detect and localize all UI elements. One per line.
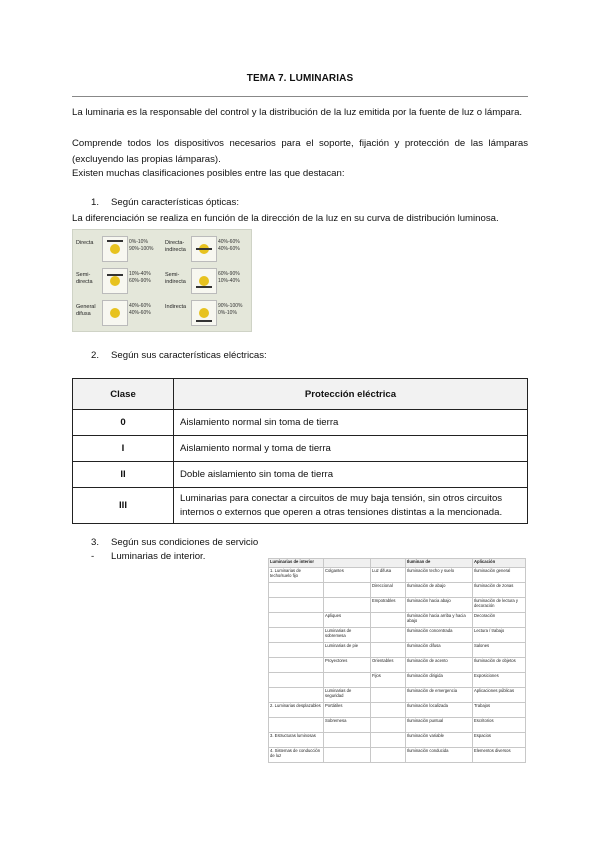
interior-cell (269, 718, 324, 733)
table-row (269, 583, 526, 598)
interior-cell: Escritorios (473, 718, 526, 733)
optic-label: Directa-indirecta (165, 240, 186, 253)
interior-cell: Iluminación techo y suelo (406, 568, 473, 583)
header-proteccion: Protección eléctrica (174, 379, 528, 410)
fixture-icon (196, 248, 212, 250)
interior-cell: Iluminación puntual (406, 718, 473, 733)
section-3-title: Según sus condiciones de servicio (111, 537, 259, 548)
class-cell: I (73, 436, 174, 462)
interior-cell: Elementos diversos (473, 748, 526, 763)
interior-cell: Luminarias de pie (324, 643, 371, 658)
interior-cell: Fijos (371, 673, 406, 688)
interior-header (324, 559, 371, 568)
lamp-icon (110, 244, 120, 254)
table-row (269, 598, 526, 613)
class-cell: II (73, 462, 174, 488)
interior-header: Iluminan de (406, 559, 473, 568)
section-1-heading (91, 197, 239, 208)
interior-cell (371, 628, 406, 643)
section-2-number: 2. (91, 350, 100, 361)
section-1-text: La diferenciación se realiza en función de la dirección de la luz en su curva de distribución luminosa. (72, 213, 499, 224)
interior-cell (371, 643, 406, 658)
optic-label: General difusa (76, 304, 96, 317)
optic-percent: 60%-90% 10%-40% (218, 271, 240, 284)
interior-cell: Direccional (371, 583, 406, 598)
fixture-icon (196, 320, 212, 322)
optic-percent: 40%-60% 40%-60% (129, 303, 151, 316)
optic-item (162, 298, 247, 328)
interior-header-row (269, 559, 526, 568)
interior-cell: Iluminación de emergencia (406, 688, 473, 703)
optic-item (73, 298, 158, 328)
protection-cell: Aislamiento normal sin toma de tierra (174, 410, 528, 436)
section-3-number: 3. (91, 537, 100, 548)
interior-cell: Iluminación de objetos (473, 658, 526, 673)
interior-cell: Proyectores (324, 658, 371, 673)
interior-cell: 1. Luminarias de techo/suelo fijo (269, 568, 324, 583)
interior-header (371, 559, 406, 568)
interior-cell (269, 598, 324, 613)
optic-label: Directa (76, 240, 94, 246)
interior-cell: Aplicaciones públicas (473, 688, 526, 703)
interior-cell: Iluminación de abajo (406, 583, 473, 598)
interior-cell: Espacios (473, 733, 526, 748)
table-row (269, 673, 526, 688)
header-clase: Clase (73, 379, 174, 410)
optic-diagram (191, 300, 217, 326)
interior-cell: Iluminación de acento (406, 658, 473, 673)
interior-cell: Iluminación dirigida (406, 673, 473, 688)
interior-cell (269, 688, 324, 703)
optic-item (73, 234, 158, 264)
interior-cell: Portátiles (324, 703, 371, 718)
table-row (269, 628, 526, 643)
interior-cell: Iluminación general (473, 568, 526, 583)
interior-cell: Iluminación localizada (406, 703, 473, 718)
protection-cell: Luminarias para conectar a circuitos de muy baja tensión, sin otros circuitos internos o externos que operen a otras tensiones distintas a la mencionada. (174, 488, 528, 524)
interior-cell (269, 613, 324, 628)
protection-cell: Doble aislamiento sin toma de tierra (174, 462, 528, 488)
interior-cell (324, 583, 371, 598)
interior-cell (371, 688, 406, 703)
interior-cell: 4. Sistemas de conducción de luz (269, 748, 324, 763)
table-row (269, 688, 526, 703)
interior-cell (371, 613, 406, 628)
electrical-class-table (72, 378, 528, 524)
interior-cell: 3. Estructuras luminosas (269, 733, 324, 748)
optic-label: Indirecta (165, 304, 187, 310)
optic-item (73, 266, 158, 296)
optic-percent: 10%-40% 60%-90% (129, 271, 151, 284)
table-row (269, 658, 526, 673)
section-3-heading (91, 537, 258, 548)
interior-cell: Exposiciones (473, 673, 526, 688)
interior-cell (371, 703, 406, 718)
fixture-icon (107, 240, 123, 242)
table-row (269, 748, 526, 763)
table-row (269, 568, 526, 583)
interior-cell: Apliques (324, 613, 371, 628)
intro-paragraph-1: La luminaria es la responsable del control y la distribución de la luz emitida por la fuente de luz o lámpara. (72, 107, 523, 118)
page-title: TEMA 7. LUMINARIAS (246, 73, 354, 84)
interior-header: Luminarias de interior (269, 559, 324, 568)
lamp-icon (199, 276, 209, 286)
interior-cell (324, 673, 371, 688)
table-row (269, 718, 526, 733)
interior-cell (371, 718, 406, 733)
protection-cell: Aislamiento normal y toma de tierra (174, 436, 528, 462)
optic-diagram (102, 300, 128, 326)
interior-cell: Iluminación concentrada (406, 628, 473, 643)
interior-cell: Empotrables (371, 598, 406, 613)
optic-diagram (191, 268, 217, 294)
interior-cell: Iluminación difusa (406, 643, 473, 658)
lamp-icon (110, 308, 120, 318)
lamp-icon (199, 308, 209, 318)
interior-cell (269, 583, 324, 598)
fixture-icon (196, 286, 212, 288)
intro-paragraph-2: Comprende todos los dispositivos necesarios para el soporte, fijación y protección de las lámparas (excluyendo las propias lámparas). (72, 138, 528, 165)
section-1-title: Según características ópticas: (111, 197, 239, 208)
interior-cell: Lectura / trabajo (473, 628, 526, 643)
interior-cell: Orientables (371, 658, 406, 673)
interior-cell (269, 643, 324, 658)
section-2-title: Según sus características eléctricas: (111, 350, 267, 361)
optic-label: Semi-indirecta (165, 272, 186, 285)
table-row (73, 410, 528, 436)
optic-percent: 0%-10% 90%-100% (129, 239, 154, 252)
table-row (73, 488, 528, 524)
interior-cell: Luminarias de sobremesa (324, 628, 371, 643)
interior-table-grid (268, 558, 526, 763)
interior-cell: Iluminación hacia abajo (406, 598, 473, 613)
interior-bullet (91, 551, 205, 562)
interior-cell: 2. Luminarias desplazables (269, 703, 324, 718)
table-row (73, 462, 528, 488)
fixture-icon (107, 274, 123, 276)
interior-cell (324, 748, 371, 763)
interior-luminaires-table (268, 558, 526, 773)
interior-cell: Iluminación de lectura y decoración (473, 598, 526, 613)
interior-cell (324, 598, 371, 613)
table-row (73, 436, 528, 462)
section-1-number: 1. (91, 197, 100, 208)
interior-cell (269, 658, 324, 673)
optic-label: Semi-directa (76, 272, 93, 285)
interior-cell (324, 733, 371, 748)
optic-item (162, 234, 247, 264)
interior-cell: Luz difusa (371, 568, 406, 583)
interior-cell: Iluminación hacia arriba y hacia abajo (406, 613, 473, 628)
bullet-dash: - (91, 551, 95, 562)
table-row (269, 733, 526, 748)
class-cell: III (73, 488, 174, 524)
interior-cell (371, 733, 406, 748)
interior-cell: Sobremesa (324, 718, 371, 733)
section-2-heading (91, 350, 267, 361)
interior-cell: Decoración (473, 613, 526, 628)
optic-diagram (102, 236, 128, 262)
interior-cell: Salones (473, 643, 526, 658)
interior-cell: Iluminación de zonas (473, 583, 526, 598)
table-header-row (73, 379, 528, 410)
interior-cell (269, 628, 324, 643)
interior-cell (371, 748, 406, 763)
optic-diagram (191, 236, 217, 262)
table-row (269, 703, 526, 718)
optic-percent: 40%-60% 40%-60% (218, 239, 240, 252)
interior-header: Aplicación (473, 559, 526, 568)
interior-cell: Iluminación variable (406, 733, 473, 748)
optic-diagram (102, 268, 128, 294)
table-row (269, 613, 526, 628)
interior-cell: Iluminación conducida (406, 748, 473, 763)
table-row (269, 643, 526, 658)
optic-percent: 90%-100% 0%-10% (218, 303, 243, 316)
interior-cell: Luminarias de seguridad (324, 688, 371, 703)
interior-label: Luminarias de interior. (111, 551, 206, 562)
optic-item (162, 266, 247, 296)
interior-cell: Colgantes (324, 568, 371, 583)
class-cell: 0 (73, 410, 174, 436)
lamp-icon (110, 276, 120, 286)
interior-cell: Trabajos (473, 703, 526, 718)
interior-cell (269, 673, 324, 688)
title-divider (72, 96, 528, 97)
intro-paragraph-3: Existen muchas clasificaciones posibles entre las que destacan: (72, 168, 345, 179)
optics-figure (72, 229, 252, 332)
